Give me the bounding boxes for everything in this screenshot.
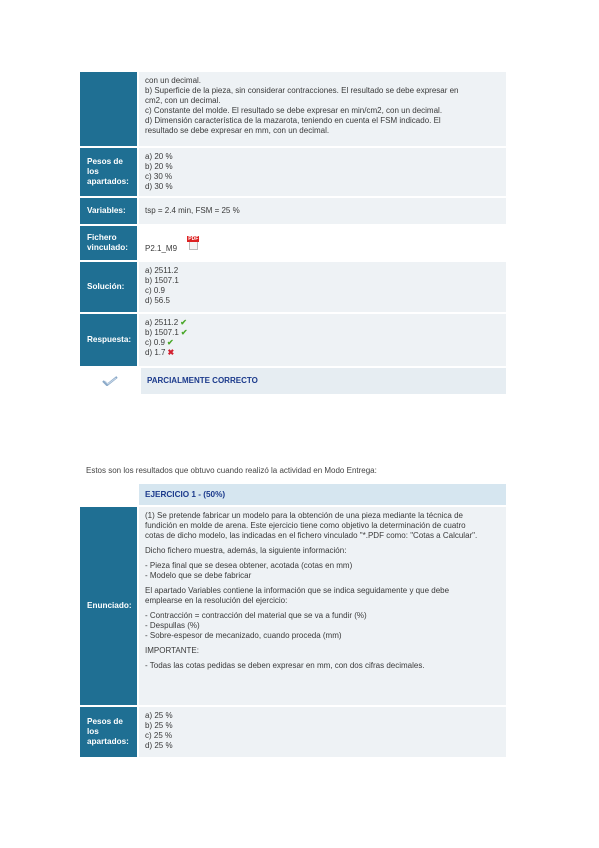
pesos-values: [137, 148, 506, 196]
check-icon: [102, 376, 118, 386]
solucion-item: c) 0.9: [145, 286, 166, 295]
enunciado-line: - Pieza final que se desea obtener, acotada (cotas en mm): [145, 561, 353, 570]
peso-item: d) 30 %: [145, 182, 173, 191]
solucion-label: Solución:: [80, 262, 137, 312]
enunciado-line: - Modelo que se debe fabricar: [145, 571, 252, 580]
respuesta-item: b) 1507.1 ✔: [145, 328, 188, 337]
fichero-link[interactable]: P2.1_M9: [145, 244, 178, 253]
correct-check-icon: ✔: [180, 318, 187, 327]
pesos-values: [137, 707, 506, 757]
enunciado-text: [137, 507, 506, 705]
peso-item: a) 20 %: [145, 152, 173, 161]
respuesta-row: [80, 314, 506, 368]
correct-check-icon: ✔: [167, 338, 174, 347]
enunciado-line: (1) Se pretende fabricar un modelo para la obtención de una pieza mediante la técnica de: [145, 511, 463, 520]
pesos-label: Pesos de los apartados:: [80, 707, 137, 757]
peso-item: c) 25 %: [145, 731, 173, 740]
solucion-row: [80, 262, 506, 314]
enunciado-line: El apartado Variables contiene la información que se indica seguidamente y que debe: [145, 586, 450, 595]
enunciado-line: emplearse en la resolución del ejercicio:: [145, 596, 288, 605]
peso-item: b) 25 %: [145, 721, 173, 730]
enunciado-line: - Despullas (%): [145, 621, 200, 630]
incorrect-cross-icon: ✖: [167, 348, 175, 357]
statement-label: [80, 72, 137, 146]
solucion-item: d) 56.5: [145, 296, 170, 305]
peso-item: b) 20 %: [145, 162, 173, 171]
statement-line: con un decimal.: [145, 76, 202, 85]
bottom-exercise-table: [80, 484, 506, 759]
peso-item: c) 30 %: [145, 172, 173, 181]
result-status: PARCIALMENTE CORRECTO: [139, 368, 506, 394]
result-row: [80, 368, 506, 394]
statement-line: b) Superficie de la pieza, sin considerar contracciones. El resultado se debe expresar en: [145, 86, 459, 95]
variables-value: tsp = 2.4 min, FSM = 25 %: [137, 198, 506, 224]
respuesta-label: Respuesta:: [80, 314, 137, 366]
correct-check-icon: ✔: [180, 328, 188, 337]
enunciado-line: - Contracción = contracción del material que se va a fundir (%): [145, 611, 367, 620]
respuesta-values: [137, 314, 506, 366]
statement-tail: [137, 72, 506, 146]
intro-text: Estos son los resultados que obtuvo cuando realizó la actividad en Modo Entrega:: [86, 466, 377, 475]
pesos-row: [80, 148, 506, 198]
variables-label: Variables:: [80, 198, 137, 224]
statement-line: d) Dimensión característica de la mazarota, teniendo en cuenta el FSM indicado. El: [145, 116, 441, 125]
fichero-label: Fichero vinculado:: [80, 226, 137, 260]
enunciado-line: - Sobre-espesor de mecanizado, cuando proceda (mm): [145, 631, 342, 640]
respuesta-item: c) 0.9 ✔: [145, 338, 174, 347]
pdf-file-icon[interactable]: PDF: [187, 236, 199, 250]
enunciado-line: fundición en molde de arena. Este ejercicio tiene como objetivo la determinación de cuatro: [145, 521, 466, 530]
pesos-label: Pesos de los apartados:: [80, 148, 137, 196]
fichero-value: [137, 226, 506, 260]
solucion-item: b) 1507.1: [145, 276, 179, 285]
exercise-header-row: [80, 484, 506, 507]
top-result-table: [80, 72, 506, 394]
solucion-item: a) 2511.2: [145, 266, 179, 275]
exercise-header: EJERCICIO 1 - (50%): [137, 484, 506, 505]
enunciado-label: Enunciado:: [80, 507, 137, 705]
enunciado-row: [80, 507, 506, 707]
respuesta-item: a) 2511.2 ✔: [145, 318, 187, 327]
enunciado-line: Dicho fichero muestra, además, la siguiente información:: [145, 546, 347, 555]
enunciado-line: - Todas las cotas pedidas se deben expresar en mm, con dos cifras decimales.: [145, 661, 425, 670]
respuesta-item: d) 1.7 ✖: [145, 348, 175, 357]
result-icon-cell: [80, 368, 139, 394]
solucion-values: [137, 262, 506, 312]
statement-line: resultado se debe expresar en mm, con un decimal.: [145, 126, 330, 135]
statement-line: cm2, con un decimal.: [145, 96, 221, 105]
enunciado-line: IMPORTANTE:: [145, 646, 199, 655]
fichero-row: [80, 226, 506, 262]
statement-line: c) Constante del molde. El resultado se debe expresar en min/cm2, con un decimal.: [145, 106, 443, 115]
variables-row: [80, 198, 506, 226]
pesos-row-bottom: [80, 707, 506, 759]
peso-item: a) 25 %: [145, 711, 173, 720]
peso-item: d) 25 %: [145, 741, 173, 750]
statement-row: [80, 72, 506, 148]
enunciado-line: cotas de dicho modelo, las indicadas en el fichero vinculado "*.PDF como: "Cotas a Calcular".: [145, 531, 478, 540]
